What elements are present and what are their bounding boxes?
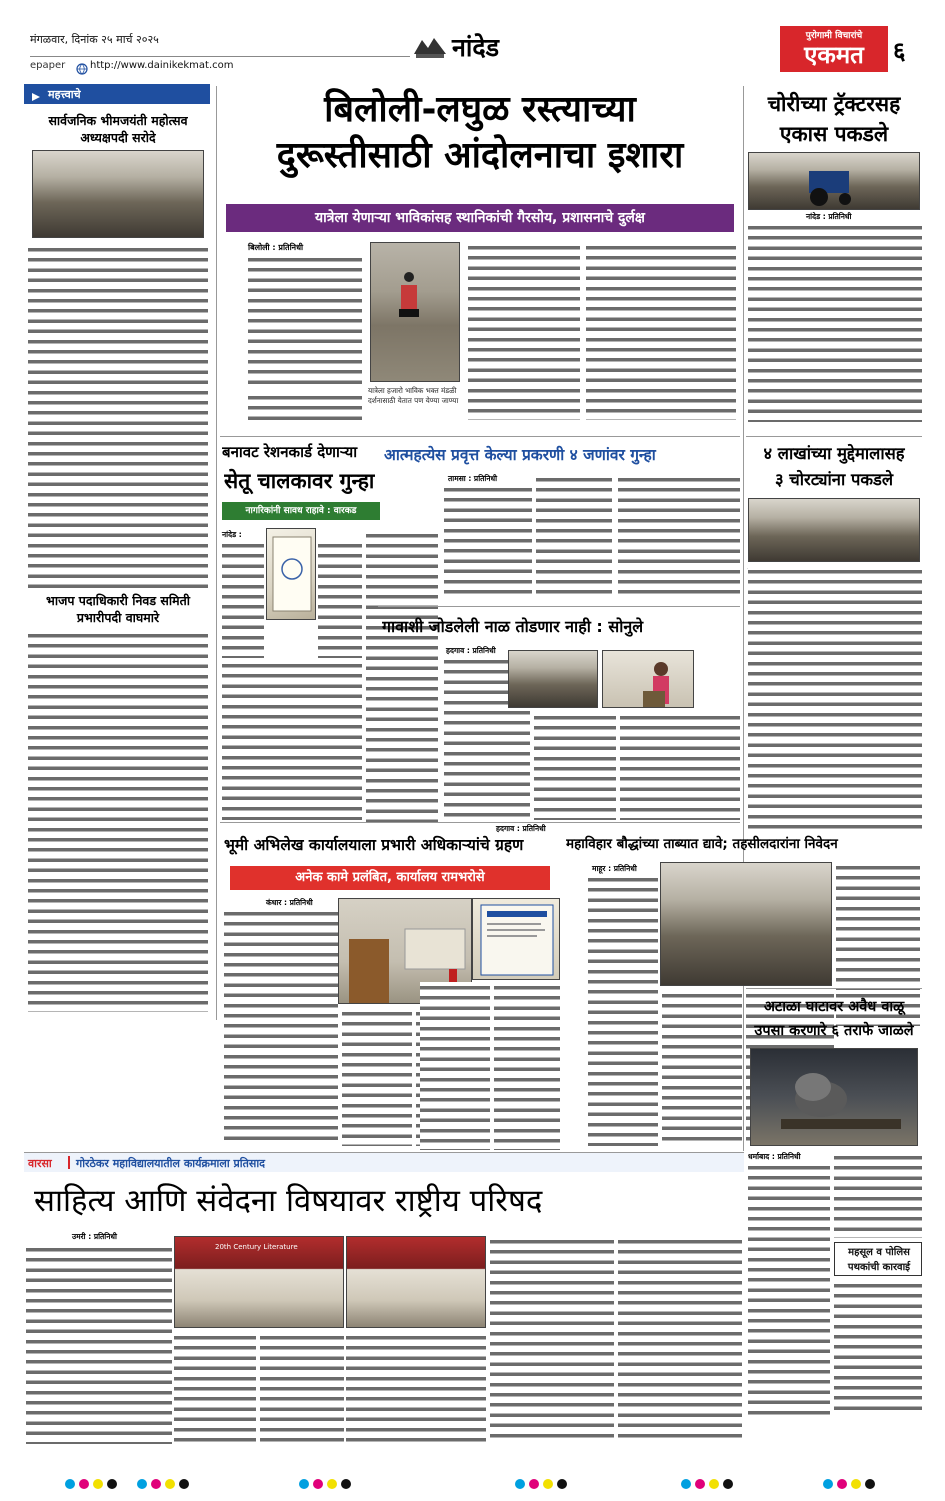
story2-title: भाजप पदाधिकारी निवड समिती प्रभारीपदी वाघमारे [46, 593, 190, 625]
bottom-kicker-text: गोरठेकर महाविद्यालयातील कार्यक्रमाला प्रतिसाद [76, 1157, 266, 1170]
land-byline: कंधार : प्रतिनिधी [266, 898, 313, 907]
land-body-col5 [420, 982, 490, 1150]
print-color-marks [0, 1470, 945, 1500]
ration-body-col1 [222, 660, 362, 820]
bottom-body-col2 [174, 1332, 256, 1444]
section-label-box [24, 84, 210, 104]
page-number: ६ [893, 37, 906, 65]
bottom-dais-photo [346, 1236, 486, 1328]
main-body-col1b [248, 392, 362, 420]
masthead-rule [30, 56, 410, 57]
bottom-body-col6 [618, 1236, 742, 1444]
sand-box [834, 1242, 922, 1276]
vihar-byline: माहूर : प्रतिनिधी [592, 864, 637, 873]
sand-body-col2 [834, 1152, 922, 1238]
section-label: महत्त्वाचे [48, 88, 81, 101]
land-body-col1 [224, 908, 338, 1146]
tractor-photo [748, 152, 920, 210]
edition-name: नांदेड [452, 33, 500, 62]
land-byline2: हदगाव : प्रतिनिधी [496, 824, 546, 833]
ration-card-photo [266, 528, 316, 620]
story1-title: सार्वजनिक भीमजयंती महोत्सव अध्यक्षपदी सरोदे [48, 113, 188, 145]
sand-top-rule [746, 988, 922, 989]
bottom-body-col5 [490, 1236, 614, 1444]
ration-body-left [222, 540, 264, 658]
sand-body-col1 [748, 1162, 830, 1416]
epaper-label: epaper [30, 60, 66, 71]
main-road-photo [370, 242, 460, 382]
drain-body-col2 [534, 712, 616, 820]
sand-title-line2: उपसा करणारे ६ तराफे जाळले [754, 1023, 914, 1039]
drain-title: गावाशी जोडलेली नाळ तोडणार नाही : सोनुले [382, 617, 644, 636]
thieves-top-rule [746, 436, 922, 437]
tractor-story [746, 86, 922, 431]
vihar-title: महाविहार बौद्धांच्या ताब्यात द्यावे; तहसीलदारांना निवेदन [566, 836, 838, 852]
story1-body [28, 244, 208, 588]
main-body-col1 [248, 254, 362, 388]
ration-title: सेतू चालकावर गुन्हा [224, 469, 375, 493]
vihar-body-col1 [588, 874, 658, 1146]
bottom-kicker-place: वारसा [28, 1157, 52, 1170]
thieves-title-line1: ४ लाखांच्या मुद्देमालासह [763, 444, 905, 463]
bottom-stage-photo [174, 1236, 344, 1328]
main-title-line2: दुरूस्तीसाठी आंदोलनाचा इशारा [276, 135, 684, 176]
masthead-date: मंगळवार, दिनांक २५ मार्च २०२५ [30, 33, 159, 46]
globe-icon [76, 60, 88, 72]
main-body-col3 [586, 242, 736, 420]
land-body-col2 [342, 1008, 412, 1146]
sand-body-col3 [834, 1280, 922, 1416]
drain-story [378, 606, 740, 822]
bottom-story [24, 1152, 744, 1452]
suicide-body-col2 [536, 474, 612, 600]
vihar-body-col2 [662, 990, 742, 1146]
tractor-title-line2: एकास पकडले [779, 122, 889, 146]
main-photo-caption: यात्रेला हजारो भाविक भक्त मंडळी दर्शनासाठी येतात पण येण्या जाण्या [368, 386, 459, 405]
website-link[interactable]: http://www.dainikekmat.com [90, 60, 234, 71]
land-title: भूमी अभिलेख कार्यालयाला प्रभारी अधिकाऱ्यांचे ग्रहण [224, 836, 524, 854]
ration-byline: नांदेड : [222, 530, 242, 539]
sand-fire-photo [750, 1048, 918, 1146]
brand-box [780, 26, 888, 72]
suicide-title: आत्महत्येस प्रवृत्त केल्या प्रकरणी ४ जणांवर गुन्हा [384, 446, 656, 464]
bottom-byline: उमरी : प्रतिनिधी [72, 1232, 117, 1241]
thieves-story [746, 436, 922, 836]
suicide-body-col1 [444, 484, 532, 600]
bottom-photo-banner: 20th Century Literature [215, 1243, 298, 1251]
tractor-title-line1: चोरीच्या ट्रॅक्टरसह [767, 92, 901, 116]
drain-top-rule [378, 606, 740, 607]
bottom-title: साहित्य आणि संवेदना विषयावर राष्ट्रीय परिषद [34, 1183, 543, 1219]
left-column [24, 84, 210, 1019]
drain-byline: हदगाव : प्रतिनिधी [446, 646, 496, 655]
suicide-body-col3 [618, 474, 740, 600]
brand-tagline: पुरोगामी विचारांचे [805, 31, 863, 41]
land-body-col4 [494, 982, 560, 1150]
land-notice-photo [472, 898, 560, 980]
vihar-photo [660, 862, 832, 986]
bottom-kicker-bar [24, 1152, 744, 1172]
sand-box-title: महसूल व पोलिस पथकांची कारवाई [847, 1247, 911, 1273]
sand-byline: धर्माबाद : प्रतिनिधी [748, 1152, 801, 1161]
tractor-byline: नांदेड : प्रतिनिधी [806, 212, 852, 221]
main-subtitle-strip: यात्रेला येणाऱ्या भाविकांसह स्थानिकांची गैरसोय, प्रशासनाचे दुर्लक्ष [226, 204, 734, 232]
story1-photo [32, 150, 204, 238]
brand-name: एकमत [804, 41, 864, 69]
main-body-col2 [468, 242, 580, 420]
bottom-kicker-sep [68, 1156, 70, 1169]
suicide-story [378, 436, 740, 606]
bottom-body-col4 [346, 1332, 486, 1444]
drain-photo-speaker [602, 650, 694, 708]
sand-title-line1: अटाळा घाटावर अवैध वाळू [763, 999, 905, 1015]
thieves-photo [748, 498, 920, 562]
thieves-body [748, 566, 922, 832]
masthead [0, 0, 945, 86]
section-arrow-icon [30, 88, 42, 100]
sand-story [746, 988, 922, 1428]
main-title-line1: बिलोली-लघुळ रस्त्याच्या [324, 89, 636, 130]
land-strip: अनेक कामे प्रलंबित, कार्यालय रामभरोसे [230, 866, 550, 890]
main-byline: बिलोली : प्रतिनिधी [248, 243, 304, 252]
tractor-body [748, 222, 922, 422]
thieves-title-line2: ३ चोरट्यांना पकडले [774, 470, 894, 489]
vihar-body-col4 [836, 862, 920, 990]
bottom-body-col3 [260, 1332, 344, 1444]
drain-body-col3 [620, 712, 740, 820]
left-column-divider [216, 86, 217, 1020]
story2-body [28, 630, 208, 1012]
drain-photo-children [508, 650, 598, 708]
ration-strip: नागरिकांनी सावध राहावे : वारकड [222, 502, 380, 520]
masthead-logo-icon [412, 34, 448, 62]
ration-kicker: बनावट रेशनकार्ड देणाऱ्या [222, 443, 358, 461]
ration-body-right [318, 540, 362, 658]
bottom-body-col1 [26, 1244, 172, 1444]
main-story [220, 86, 740, 431]
suicide-byline: तामसा : प्रतिनिधी [448, 474, 498, 483]
